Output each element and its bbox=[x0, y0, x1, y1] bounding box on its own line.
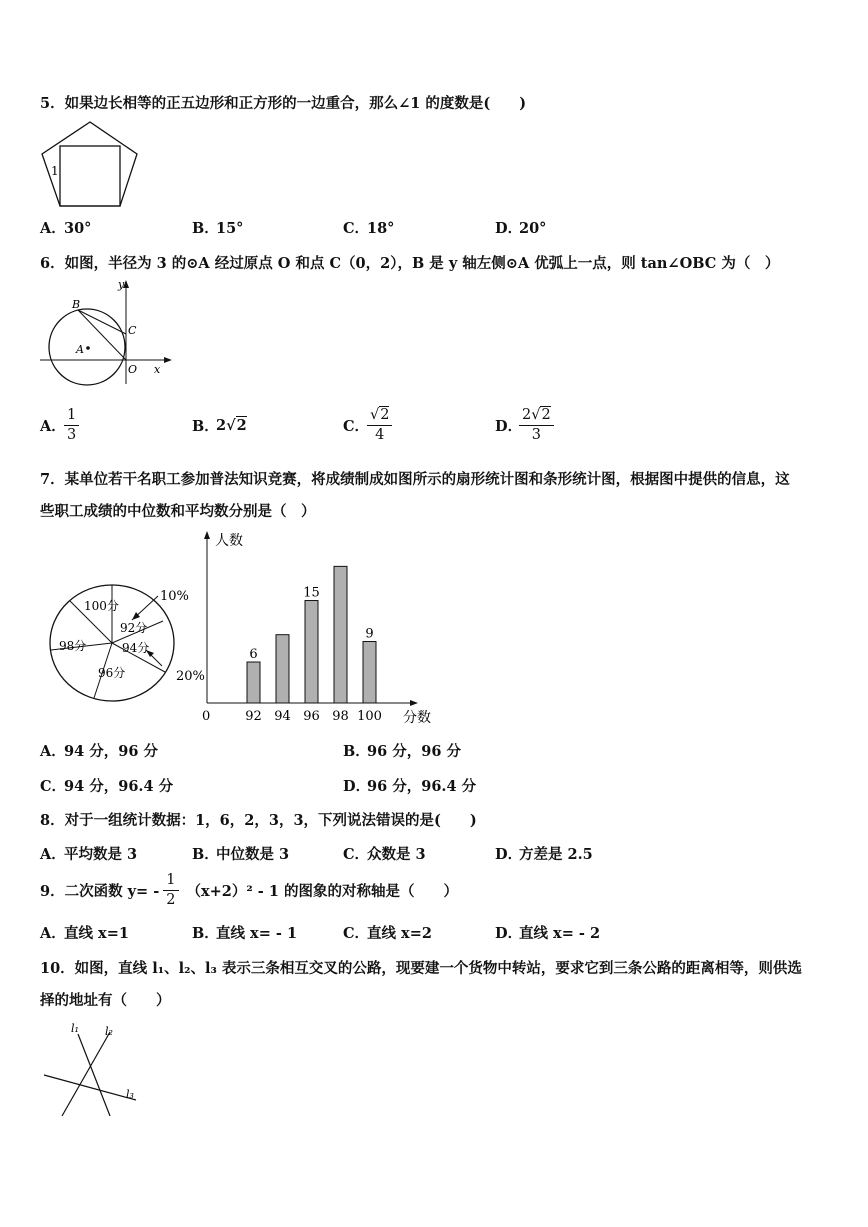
y-axis-label: y bbox=[118, 278, 125, 291]
pie-callout-20: 20% bbox=[176, 669, 205, 684]
q5-option-b[interactable]: B．15° bbox=[192, 220, 244, 237]
three-lines-figure bbox=[40, 1020, 140, 1118]
q6-option-c[interactable]: C． $\frac{√2}{4}$ bbox=[343, 402, 392, 448]
pie-label-96: 96分 bbox=[98, 666, 126, 680]
q7-stem-line1: 7．某单位若干名职工参加普法知识竞赛，将成绩制成如图所示的扇形统计图和条形统计图，根据图中提供的信息，这 bbox=[40, 471, 790, 488]
q6-option-b[interactable]: B． 2 √ 2 bbox=[192, 416, 247, 435]
x-axis-label: x bbox=[154, 363, 161, 376]
x-tick-96: 96 bbox=[303, 709, 320, 724]
line-l2-label: l₂ bbox=[105, 1025, 113, 1038]
q8-option-a[interactable]: A．平均数是 3 bbox=[40, 846, 138, 863]
point-a-label: A bbox=[76, 343, 84, 356]
q7-option-c[interactable]: C．94 分，96.4 分 bbox=[40, 778, 174, 795]
q5-stem: 5．如果边长相等的正五边形和正方形的一边重合，那么∠1 的度数是( ) bbox=[40, 95, 527, 112]
q5-option-d[interactable]: D．20° bbox=[495, 220, 547, 237]
pie-chart bbox=[40, 580, 220, 705]
bar-value-label-96: 15 bbox=[303, 585, 320, 601]
q8-option-b[interactable]: B．中位数是 3 bbox=[192, 846, 290, 863]
bar-value-label-92: 6 bbox=[249, 647, 258, 663]
bar-92 bbox=[247, 662, 260, 703]
x-tick-98: 98 bbox=[332, 709, 349, 724]
pie-label-92: 92分 bbox=[120, 621, 148, 635]
q6-option-a[interactable]: A． $\frac{1}{3}$ bbox=[40, 402, 79, 448]
x-tick-100: 100 bbox=[357, 709, 382, 724]
q9-option-a[interactable]: A．直线 x=1 bbox=[40, 925, 129, 942]
pentagon-square-figure bbox=[38, 118, 142, 210]
pie-label-98: 98分 bbox=[59, 639, 87, 653]
x-tick-94: 94 bbox=[274, 709, 291, 724]
bar-chart bbox=[195, 528, 445, 728]
bar-96 bbox=[305, 601, 318, 703]
y-axis-title: 人数 bbox=[215, 533, 243, 549]
origin-o-label: O bbox=[128, 363, 138, 376]
line-l3-label: l₃ bbox=[126, 1088, 134, 1101]
q10-stem-line1: 10．如图，直线 l₁、l₂、l₃ 表示三条相互交叉的公路，现要建一个货物中转站，要求它到三条公路的距离相等，则供选 bbox=[40, 960, 802, 977]
origin-label: 0 bbox=[202, 709, 211, 724]
q7-option-a[interactable]: A．94 分，96 分 bbox=[40, 743, 158, 760]
x-axis-title: 分数 bbox=[403, 710, 431, 726]
q9-stem: 9．二次函数 y= - $\frac{1}{2}$ （x+2）² - 1 的图象的对称轴是（ ） bbox=[40, 872, 458, 908]
q5-option-a[interactable]: A．30° bbox=[40, 220, 92, 237]
point-c-label: C bbox=[128, 324, 137, 337]
q8-option-d[interactable]: D．方差是 2.5 bbox=[495, 846, 593, 863]
q9-option-b[interactable]: B．直线 x= - 1 bbox=[192, 925, 298, 942]
pie-label-94: 94分 bbox=[122, 641, 150, 655]
point-b-label: B bbox=[72, 298, 81, 311]
bar-94 bbox=[276, 635, 289, 703]
q7-option-b[interactable]: B．96 分，96 分 bbox=[343, 743, 461, 760]
circle-figure bbox=[40, 276, 175, 388]
bar-98 bbox=[334, 566, 347, 703]
x-tick-92: 92 bbox=[245, 709, 262, 724]
q6-option-d[interactable]: D． $\frac{2√2}{3}$ bbox=[495, 402, 554, 448]
bar-100 bbox=[363, 642, 376, 703]
q7-option-d[interactable]: D．96 分，96.4 分 bbox=[343, 778, 477, 795]
q9-option-c[interactable]: C．直线 x=2 bbox=[343, 925, 432, 942]
angle-1-label: 1 bbox=[51, 164, 59, 178]
pie-callout-10: 10% bbox=[160, 589, 189, 604]
pie-label-100: 100分 bbox=[84, 599, 119, 613]
q6-stem: 6．如图，半径为 3 的⊙A 经过原点 O 和点 C（0，2），B 是 y 轴左侧⊙A 优弧上一点，则 tan∠OBC 为（ ） bbox=[40, 255, 780, 272]
q5-option-c[interactable]: C．18° bbox=[343, 220, 395, 237]
bar-value-label-100: 9 bbox=[365, 626, 374, 642]
q9-option-d[interactable]: D．直线 x= - 2 bbox=[495, 925, 601, 942]
line-l1-label: l₁ bbox=[71, 1022, 79, 1035]
q7-stem-line2: 些职工成绩的中位数和平均数分别是（ ） bbox=[40, 503, 316, 520]
q8-option-c[interactable]: C．众数是 3 bbox=[343, 846, 426, 863]
q8-stem: 8．对于一组统计数据：1，6，2，3，3，下列说法错误的是( ) bbox=[40, 812, 477, 829]
q10-stem-line2: 择的地址有（ ） bbox=[40, 992, 171, 1009]
